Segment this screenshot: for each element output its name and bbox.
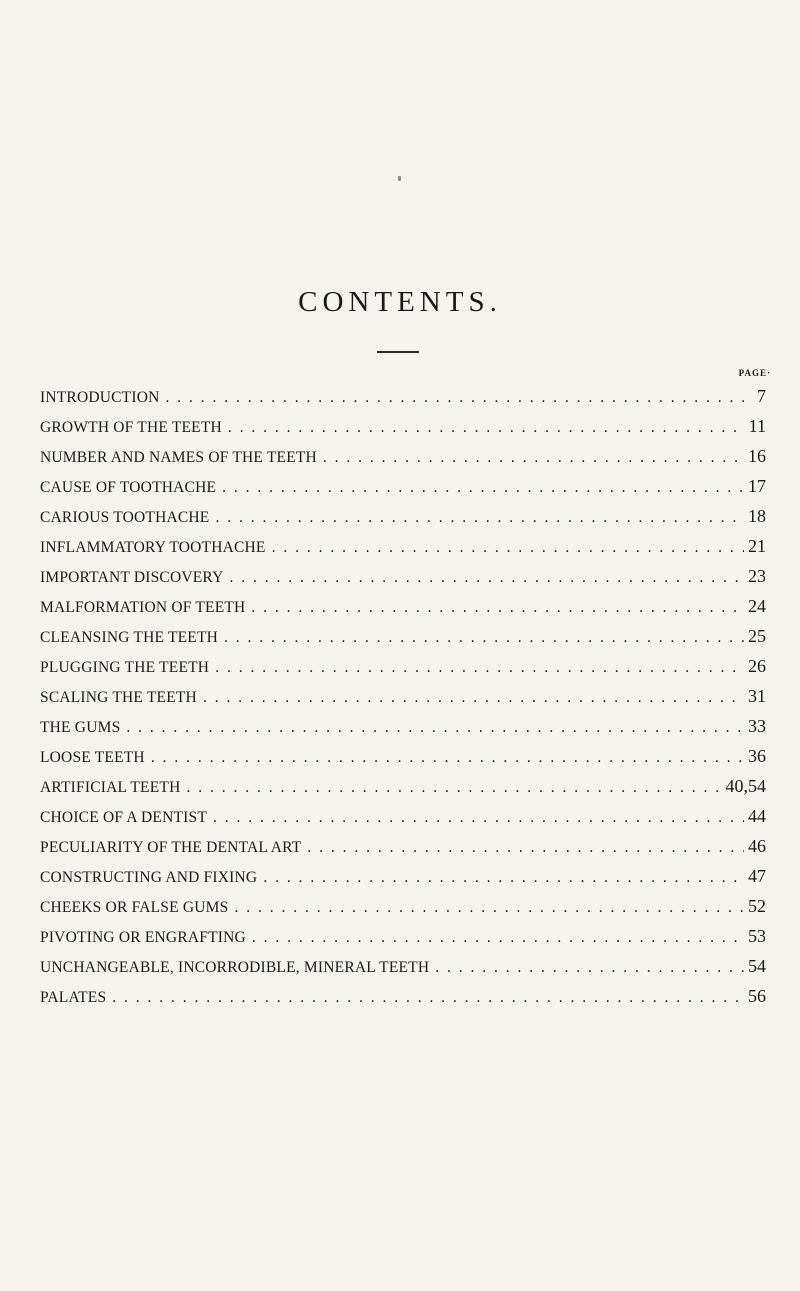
- heading-rule: [377, 351, 419, 353]
- toc-entry: [40, 836, 766, 866]
- toc-entry-page: 7: [757, 386, 766, 406]
- toc-entry-title: CAUSE OF TOOTHACHE: [40, 479, 217, 496]
- dot-leader: [323, 449, 744, 467]
- toc-entry-page: 16: [748, 446, 766, 466]
- toc-entry: [40, 386, 766, 416]
- toc-entry: [40, 896, 766, 926]
- toc-entry: [40, 596, 766, 626]
- toc-entry: [40, 536, 766, 566]
- dot-leader: [224, 629, 744, 647]
- toc-entry-title: PLUGGING THE TEETH: [40, 659, 210, 676]
- toc-entry-page: 40,54: [725, 776, 766, 796]
- toc-entry-page: 44: [748, 806, 766, 826]
- contents-heading: CONTENTS.: [298, 286, 502, 318]
- dot-leader: [230, 569, 745, 587]
- toc-entry-page: 47: [748, 866, 766, 886]
- toc-entry: [40, 866, 766, 896]
- dot-leader: [126, 719, 744, 737]
- dot-leader: [307, 839, 744, 857]
- toc-entry-page: 25: [748, 626, 766, 646]
- toc-entry-title: PALATES: [40, 989, 107, 1006]
- toc-entry: [40, 746, 766, 776]
- toc-entry-page: 52: [748, 896, 766, 916]
- toc-entry: [40, 956, 766, 986]
- toc-entry-title: PECULIARITY OF THE DENTAL ART: [40, 839, 302, 856]
- toc-entry-page: 33: [748, 716, 766, 736]
- dot-leader: [435, 959, 744, 977]
- toc-entry-page: 11: [748, 416, 766, 436]
- toc-entry-title: CARIOUS TOOTHACHE: [40, 509, 210, 526]
- toc-entry-title: CHOICE OF A DENTIST: [40, 809, 207, 826]
- toc-entry-title: CHEEKS OR FALSE GUMS: [40, 899, 229, 916]
- dot-leader: [228, 419, 745, 437]
- dot-leader: [151, 749, 744, 767]
- toc-entry: [40, 476, 766, 506]
- toc-entry: [40, 416, 766, 446]
- dot-leader: [166, 389, 754, 407]
- toc-entry-page: 46: [748, 836, 766, 856]
- page-column-label: PAGE·: [738, 368, 771, 378]
- toc-entry: [40, 506, 766, 536]
- dot-leader: [112, 989, 744, 1007]
- toc-entry-page: 23: [748, 566, 766, 586]
- toc-entry: [40, 776, 766, 806]
- toc-entry: [40, 806, 766, 836]
- toc-entry-page: 54: [748, 956, 766, 976]
- toc-entry-page: 53: [748, 926, 766, 946]
- toc-entry-title: CONSTRUCTING AND FIXING: [40, 869, 258, 886]
- dot-leader: [186, 779, 721, 797]
- dot-leader: [203, 689, 744, 707]
- dot-leader: [272, 539, 744, 557]
- toc-entry-title: CLEANSING THE TEETH: [40, 629, 219, 646]
- toc-entry-title: THE GUMS: [40, 719, 121, 736]
- toc-entry: [40, 566, 766, 596]
- ink-speck: [398, 176, 401, 181]
- toc-entry: [40, 656, 766, 686]
- toc-entry-title: IMPORTANT DISCOVERY: [40, 569, 224, 586]
- toc-entry-title: INFLAMMATORY TOOTHACHE: [40, 539, 266, 556]
- dot-leader: [215, 509, 744, 527]
- toc-entry-page: 18: [748, 506, 766, 526]
- toc-entry-page: 31: [748, 686, 766, 706]
- toc-entry-title: SCALING THE TEETH: [40, 689, 197, 706]
- toc-entry-title: GROWTH OF THE TEETH: [40, 419, 222, 436]
- toc-entry-page: 36: [748, 746, 766, 766]
- toc-entry-title: NUMBER AND NAMES OF THE TEETH: [40, 449, 317, 466]
- dot-leader: [251, 599, 744, 617]
- table-of-contents: [40, 386, 766, 1016]
- toc-entry-title: PIVOTING OR ENGRAFTING: [40, 929, 246, 946]
- toc-entry-page: 56: [748, 986, 766, 1006]
- toc-entry-title: ARTIFICIAL TEETH: [40, 779, 181, 796]
- dot-leader: [215, 659, 744, 677]
- toc-entry-page: 21: [748, 536, 766, 556]
- toc-entry-page: 24: [748, 596, 766, 616]
- toc-entry-title: UNCHANGEABLE, INCORRODIBLE, MINERAL TEETH: [40, 959, 430, 976]
- toc-entry-page: 17: [748, 476, 766, 496]
- toc-entry: [40, 626, 766, 656]
- toc-entry: [40, 446, 766, 476]
- dot-leader: [222, 479, 744, 497]
- dot-leader: [252, 929, 744, 947]
- toc-entry-title: MALFORMATION OF TEETH: [40, 599, 246, 616]
- toc-entry: [40, 716, 766, 746]
- dot-leader: [213, 809, 744, 827]
- toc-entry: [40, 986, 766, 1016]
- toc-entry-page: 26: [748, 656, 766, 676]
- toc-entry-title: LOOSE TEETH: [40, 749, 145, 766]
- dot-leader: [234, 899, 744, 917]
- dot-leader: [263, 869, 744, 887]
- toc-entry: [40, 926, 766, 956]
- toc-entry-title: INTRODUCTION: [40, 389, 160, 406]
- toc-entry: [40, 686, 766, 716]
